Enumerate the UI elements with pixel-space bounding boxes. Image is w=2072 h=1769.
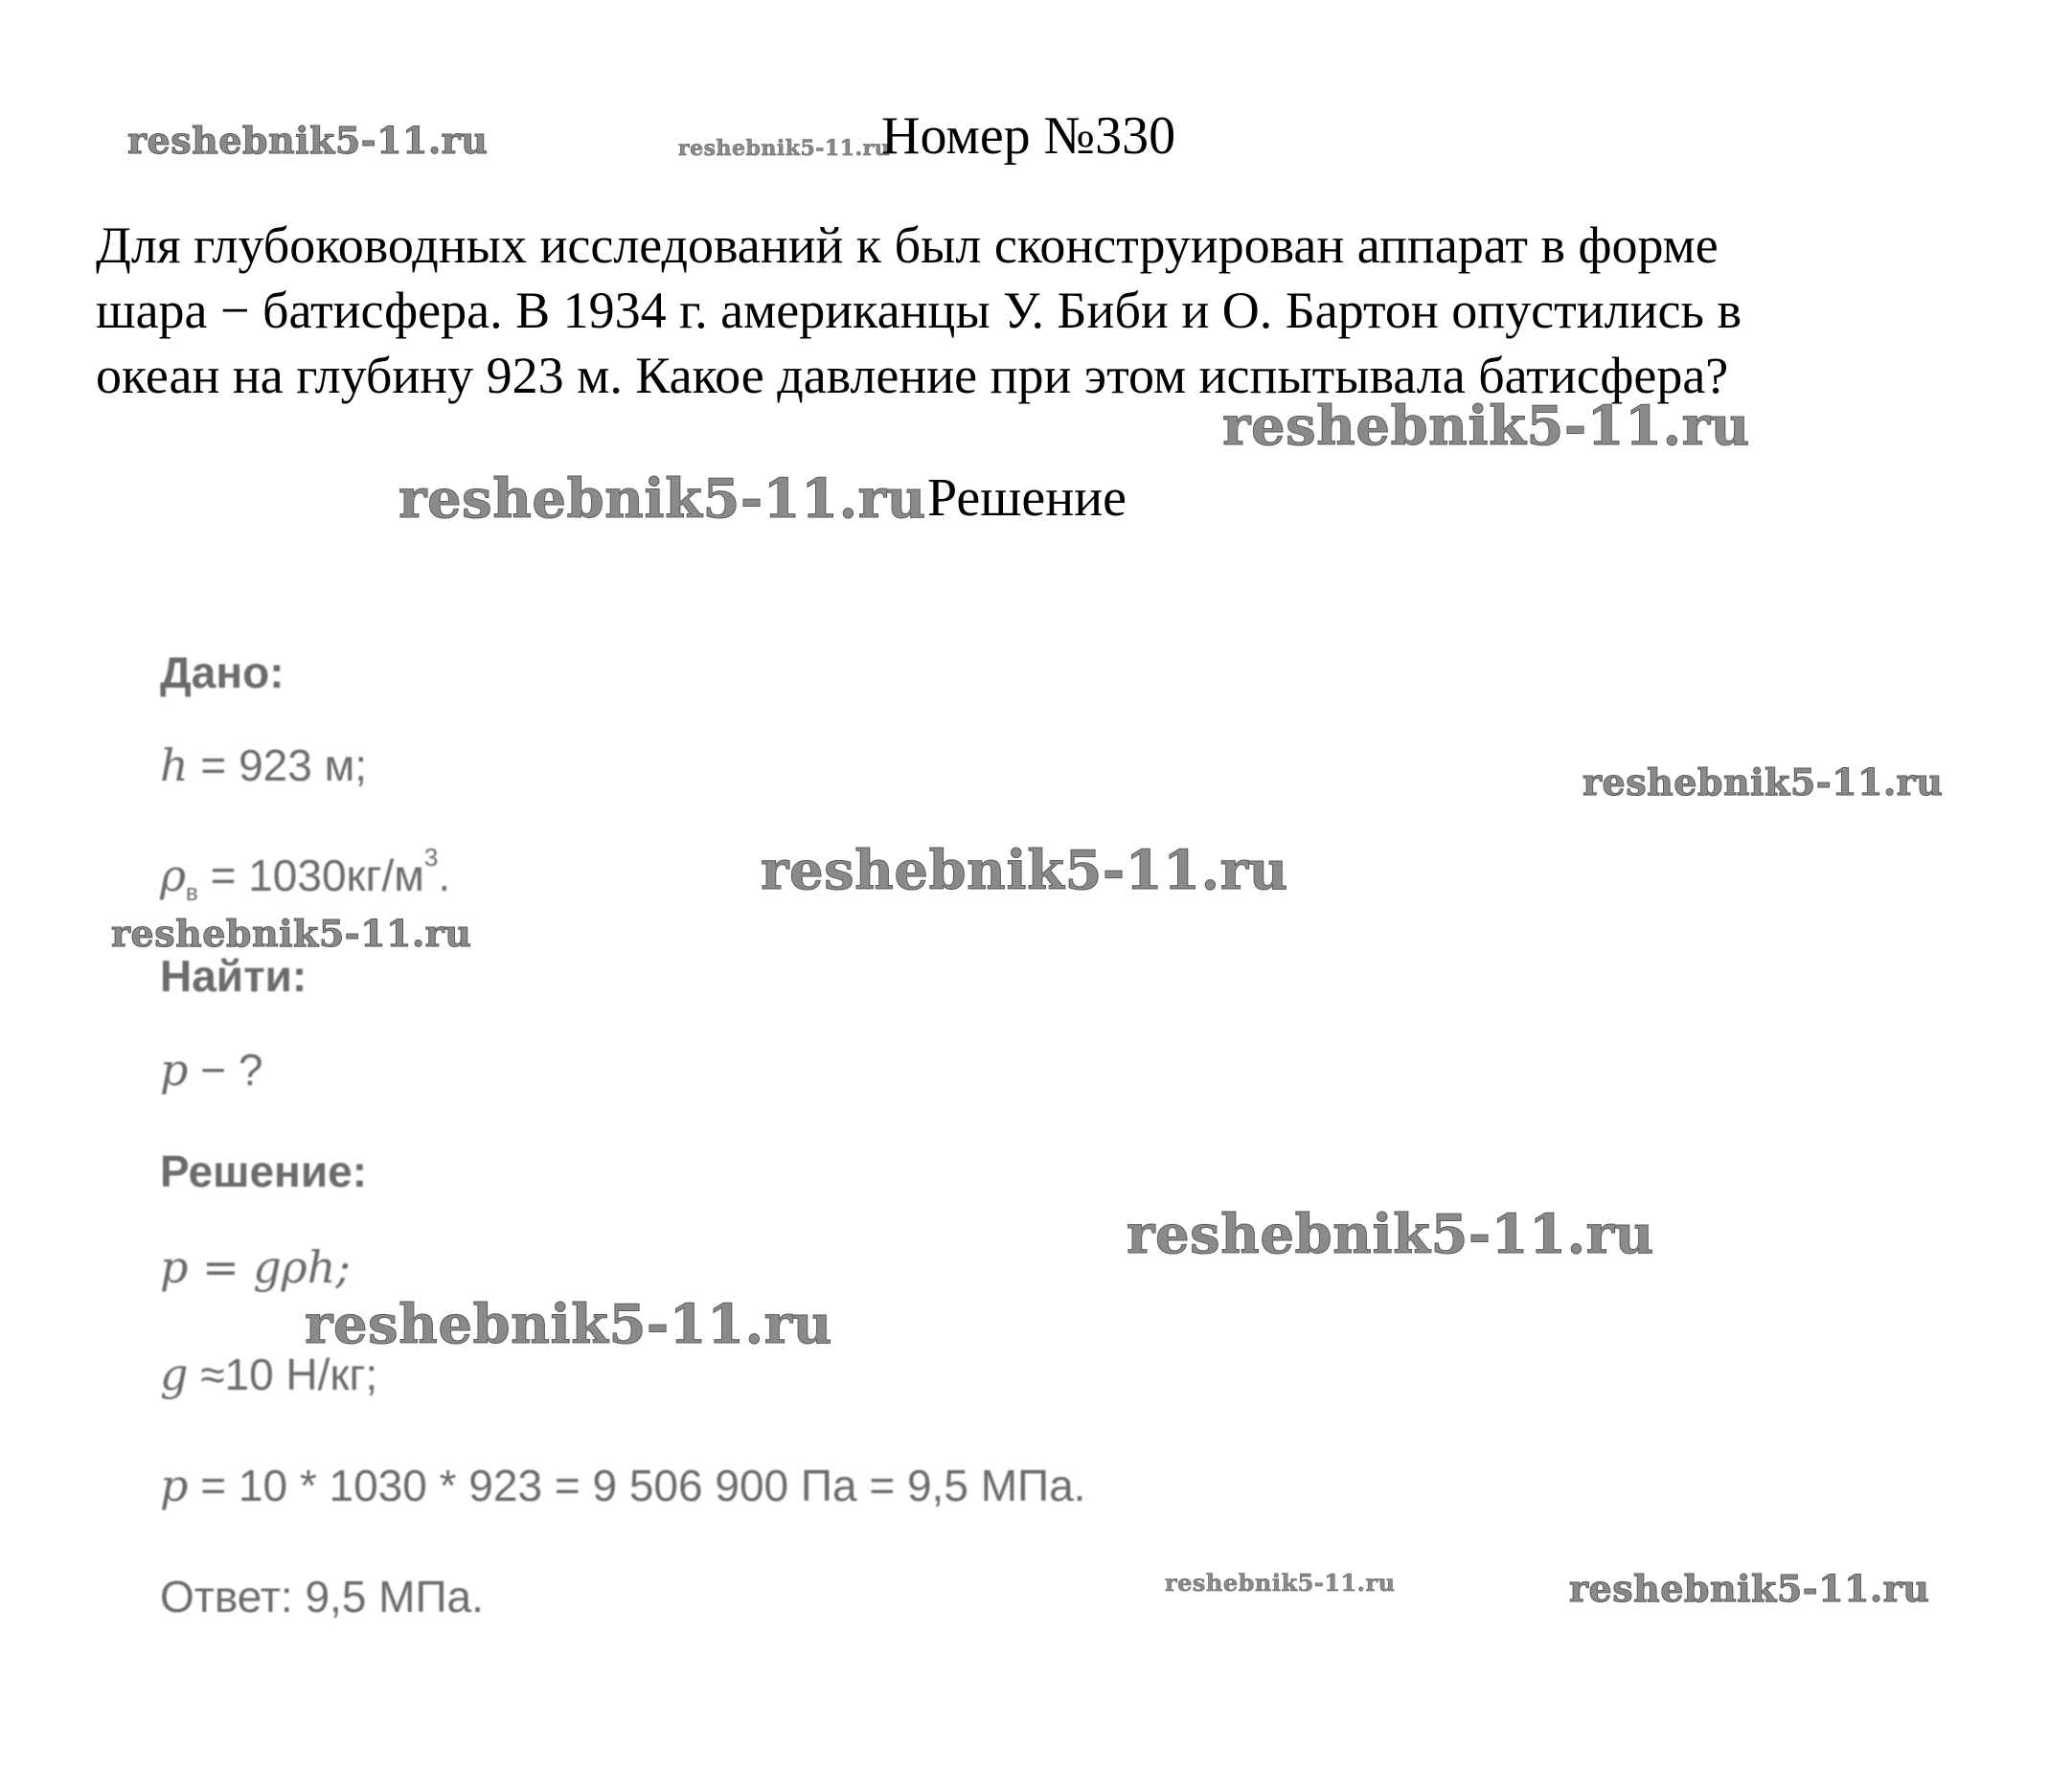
watermark: reshebnik5-11.ru (127, 119, 489, 162)
var-p: p (160, 1460, 189, 1511)
given-h (160, 739, 367, 791)
watermark: reshebnik5-11.ru (761, 839, 1288, 902)
watermark: reshebnik5-11.ru (678, 136, 891, 161)
watermark: reshebnik5-11.ru (1165, 1569, 1396, 1597)
find-rest: − ? (188, 1045, 263, 1095)
problem-line: океан на глубину 923 м. Какое давление при этом испытывала батисфера? (96, 347, 1729, 404)
g-rest: ≈10 Н/кг; (188, 1349, 378, 1399)
h-value: = 923 м; (188, 740, 367, 790)
calculation (160, 1460, 1085, 1511)
watermark: reshebnik5-11.ru (305, 1293, 832, 1356)
rho-subscript: в (186, 880, 198, 906)
problem-statement (96, 213, 1992, 408)
solution-heading: Решение (927, 468, 1127, 528)
formula (160, 1241, 351, 1293)
watermark: reshebnik5-11.ru (1582, 760, 1944, 804)
var-p: p (160, 1241, 189, 1293)
rho-value: = 1030кг/м (197, 850, 424, 900)
find-p (160, 1044, 262, 1096)
watermark: reshebnik5-11.ru (398, 467, 926, 531)
g-value (160, 1349, 377, 1400)
given-label: Дано: (160, 647, 285, 697)
watermark: reshebnik5-11.ru (1569, 1567, 1930, 1610)
problem-line: шара − батисфера. В 1934 г. американцы У. Биби и О. Бартон опустились в (96, 282, 1742, 339)
var-p: p (160, 1044, 189, 1096)
solution-label: Решение: (160, 1146, 368, 1196)
rho-exponent: 3 (423, 843, 439, 872)
var-rho: ρ (160, 850, 187, 901)
page-title: Номер №330 (881, 106, 1176, 166)
formula-rest: = gρh; (188, 1241, 351, 1293)
calc-rest: = 10 * 1030 * 923 = 9 506 900 Па = 9,5 МПа. (188, 1461, 1086, 1510)
given-rho (160, 843, 450, 907)
watermark: reshebnik5-11.ru (1127, 1203, 1654, 1266)
var-g: g (160, 1349, 189, 1400)
answer: Ответ: 9,5 МПа. (160, 1572, 484, 1622)
watermark: reshebnik5-11.ru (111, 912, 472, 955)
var-h: h (160, 739, 189, 791)
problem-line: Для глубоководных исследований к был сконструирован аппарат в форме (96, 216, 1719, 274)
find-label: Найти: (160, 951, 307, 1001)
rho-end: . (438, 850, 451, 900)
watermark: reshebnik5-11.ru (1222, 395, 1750, 458)
